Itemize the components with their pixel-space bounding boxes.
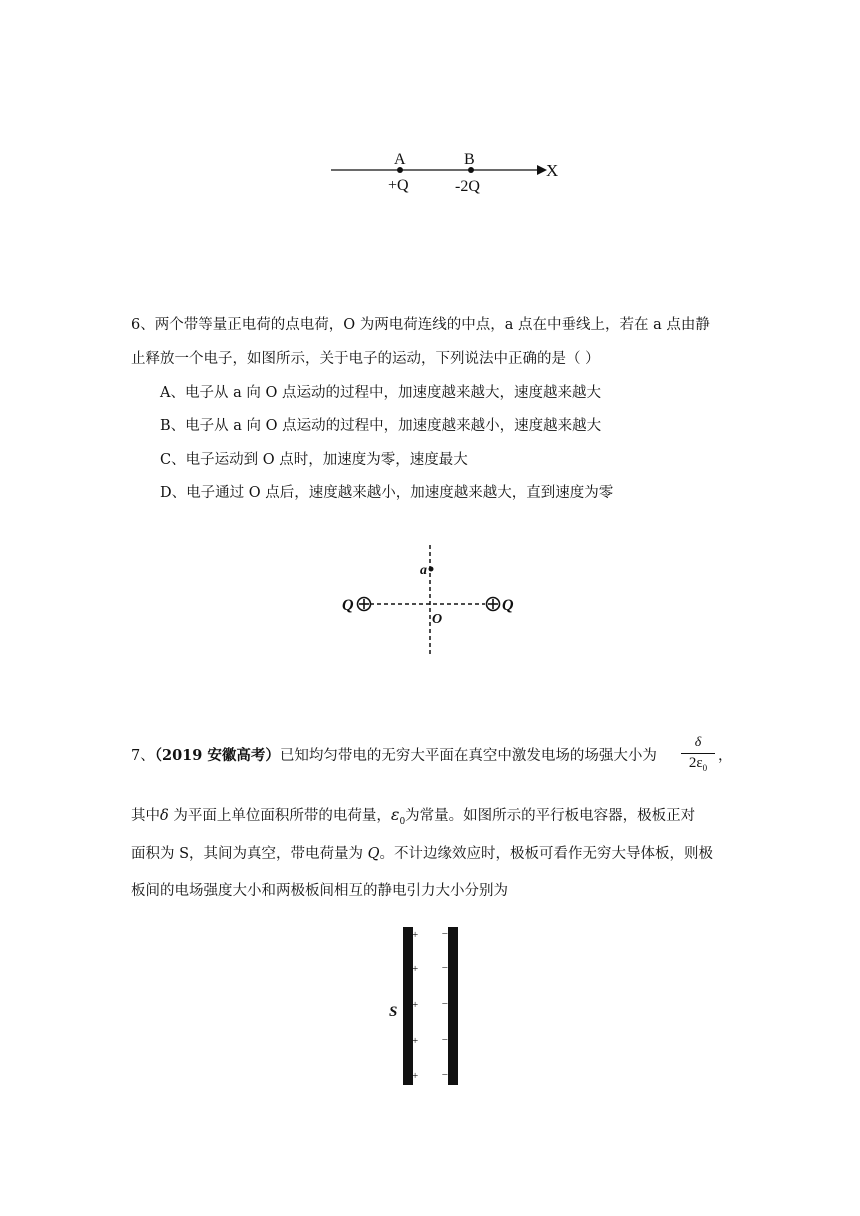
plus-sign-4: + xyxy=(412,1035,419,1047)
point-a-dot xyxy=(429,567,434,572)
right-charge-label: Q xyxy=(502,597,514,614)
q7-line4: 板间的电场强度大小和两极板间相互的静电引力大小分别为 xyxy=(131,883,508,899)
plus-sign-2: + xyxy=(412,963,419,975)
q7-number: 7、 xyxy=(131,748,155,764)
q7-line3 xyxy=(131,844,713,864)
minus-sign-4: − xyxy=(441,1034,448,1046)
q7-line2-b: 为平面上单位面积所带的电荷量， xyxy=(168,808,391,824)
q6-option-c: C、电子运动到 O 点时，加速度为零，速度最大 xyxy=(160,452,468,468)
q7-epsilon-symbol: ε xyxy=(390,805,400,824)
plus-sign-5: + xyxy=(412,1070,419,1082)
axis-label-x: X xyxy=(546,161,559,180)
q7-line3-b: 。不计边缘效应时，极板可看作无穷大导体板，则极 xyxy=(379,846,714,862)
fraction-denominator-text: 2ε xyxy=(688,755,703,771)
q6-option-d: D、电子通过 O 点后，速度越来越小，加速度越来越大，直到速度为零 xyxy=(160,485,614,501)
fraction-numerator: δ xyxy=(694,735,702,750)
q7-line1-end: ， xyxy=(718,748,733,764)
charge-line-figure xyxy=(325,145,565,200)
two-charges-figure xyxy=(335,540,535,660)
minus-sign-3: − xyxy=(441,998,448,1010)
fraction-bar xyxy=(681,753,715,754)
plus-sign-3: + xyxy=(412,999,419,1011)
q7-line3-a: 面积为 S，其间为真空，带电荷量为 xyxy=(131,846,368,862)
q7-line1 xyxy=(131,746,657,766)
q7-epsilon-sub: 0 xyxy=(399,817,406,828)
q6-stem-line2: 止释放一个电子，如图所示，关于电子的运动，下列说法中正确的是（ ） xyxy=(131,351,600,367)
q7-delta: δ xyxy=(160,808,169,824)
q7-line2-a: 其中 xyxy=(131,808,160,824)
q7-line1-text: 已知均匀带电的无穷大平面在真空中激发电场的场强大小为 xyxy=(279,748,657,764)
q7-charge-q: Q xyxy=(367,846,380,862)
q6-option-a: A、电子从 a 向 O 点运动的过程中，加速度越来越大，速度越来越大 xyxy=(160,385,601,401)
capacitor-figure xyxy=(385,922,475,1092)
minus-sign-5: − xyxy=(441,1069,448,1081)
fraction-denominator xyxy=(681,755,715,777)
label-b: B xyxy=(464,151,475,168)
charge-a: +Q xyxy=(388,177,409,194)
point-a-label: a xyxy=(420,563,427,578)
minus-sign-2: − xyxy=(441,962,448,974)
minus-sign-1: − xyxy=(441,928,448,940)
negative-plate-bar xyxy=(448,927,458,1085)
point-o-label: O xyxy=(432,612,443,627)
plus-sign-1: + xyxy=(412,929,419,941)
label-a: A xyxy=(394,151,406,168)
fraction-denominator-sub: 0 xyxy=(702,763,708,773)
q7-epsilon xyxy=(390,805,406,828)
q7-source: （2019 安徽高考） xyxy=(154,747,280,764)
area-label-s: S xyxy=(389,1004,398,1020)
field-fraction xyxy=(681,735,715,777)
q7-line2-c: 为常量。如图所示的平行板电容器，极板正对 xyxy=(405,808,696,824)
q6-option-b: B、电子从 a 向 O 点运动的过程中，加速度越来越小，速度越来越大 xyxy=(160,418,602,434)
charge-b: -2Q xyxy=(455,178,480,195)
q7-line2 xyxy=(131,805,695,832)
left-charge-label: Q xyxy=(342,597,354,614)
q6-stem-line1: 6、两个带等量正电荷的点电荷，O 为两电荷连线的中点，a 点在中垂线上，若在 a 点由静 xyxy=(131,317,710,333)
